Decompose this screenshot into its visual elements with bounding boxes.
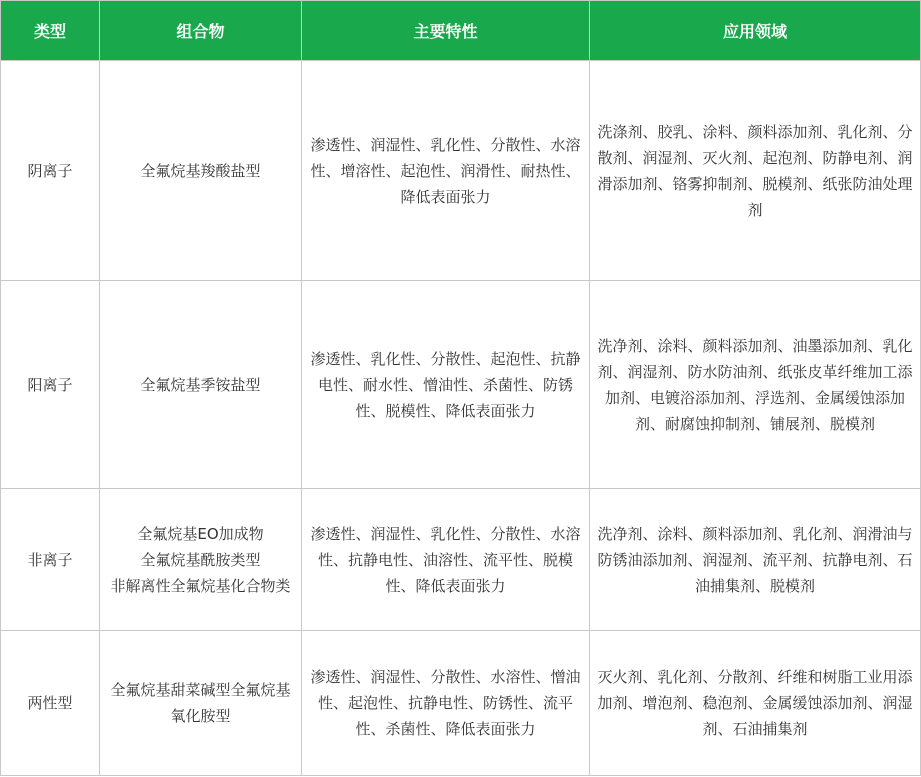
- composition-line: 非解离性全氟烷基化合物类: [110, 576, 291, 595]
- cell-type: 阳离子: [1, 281, 100, 489]
- cell-applications: 洗净剂、涂料、颜料添加剂、油墨添加剂、乳化剂、润湿剂、防水防油剂、纸张皮革纤维加工添加剂、电镀浴添加剂、浮选剂、金属缓蚀添加剂、耐腐蚀抑制剂、铺展剂、脱模剂: [590, 281, 921, 489]
- header-type: 类型: [1, 1, 100, 61]
- cell-properties: 渗透性、润湿性、乳化性、分散性、水溶性、增溶性、起泡性、润滑性、耐热性、降低表面张力: [302, 61, 590, 281]
- table-row: [1, 489, 921, 631]
- header-composition: 组合物: [100, 1, 302, 61]
- cell-composition: [100, 281, 302, 489]
- cell-applications: 洗净剂、涂料、颜料添加剂、乳化剂、润滑油与防锈油添加剂、润湿剂、流平剂、抗静电剂、石油捕集剂、脱模剂: [590, 489, 921, 631]
- cell-composition: [100, 489, 302, 631]
- cell-composition: [100, 61, 302, 281]
- cell-applications: 灭火剂、乳化剂、分散剂、纤维和树脂工业用添加剂、增泡剂、稳泡剂、金属缓蚀添加剂、润湿剂、石油捕集剂: [590, 631, 921, 776]
- cell-type: 两性型: [1, 631, 100, 776]
- cell-type: 非离子: [1, 489, 100, 631]
- cell-applications: 洗涤剂、胶乳、涂料、颜料添加剂、乳化剂、分散剂、润湿剂、灭火剂、起泡剂、防静电剂、润滑添加剂、铬雾抑制剂、脱模剂、纸张防油处理剂: [590, 61, 921, 281]
- header-applications: 应用领域: [590, 1, 921, 61]
- composition-line: 全氟烷基季铵盐型: [140, 375, 261, 394]
- table-row: [1, 281, 921, 489]
- table-row: [1, 61, 921, 281]
- cell-type: 阴离子: [1, 61, 100, 281]
- composition-line: 全氟烷基甜菜碱型全氟烷基氧化胺型: [110, 681, 291, 725]
- composition-line: 全氟烷基羧酸盐型: [140, 161, 261, 180]
- cell-properties: 渗透性、润湿性、分散性、水溶性、憎油性、起泡性、抗静电性、防锈性、流平性、杀菌性、降低表面张力: [302, 631, 590, 776]
- composition-line: 全氟烷基EO加成物: [137, 524, 264, 543]
- header-properties: 主要特性: [302, 1, 590, 61]
- table-row: [1, 631, 921, 776]
- cell-composition: [100, 631, 302, 776]
- cell-properties: 渗透性、乳化性、分散性、起泡性、抗静电性、耐水性、憎油性、杀菌性、防锈性、脱模性、降低表面张力: [302, 281, 590, 489]
- header-row: [1, 1, 921, 61]
- composition-line: 全氟烷基酰胺类型: [140, 550, 261, 569]
- cell-properties: 渗透性、润湿性、乳化性、分散性、水溶性、抗静电性、油溶性、流平性、脱模性、降低表面张力: [302, 489, 590, 631]
